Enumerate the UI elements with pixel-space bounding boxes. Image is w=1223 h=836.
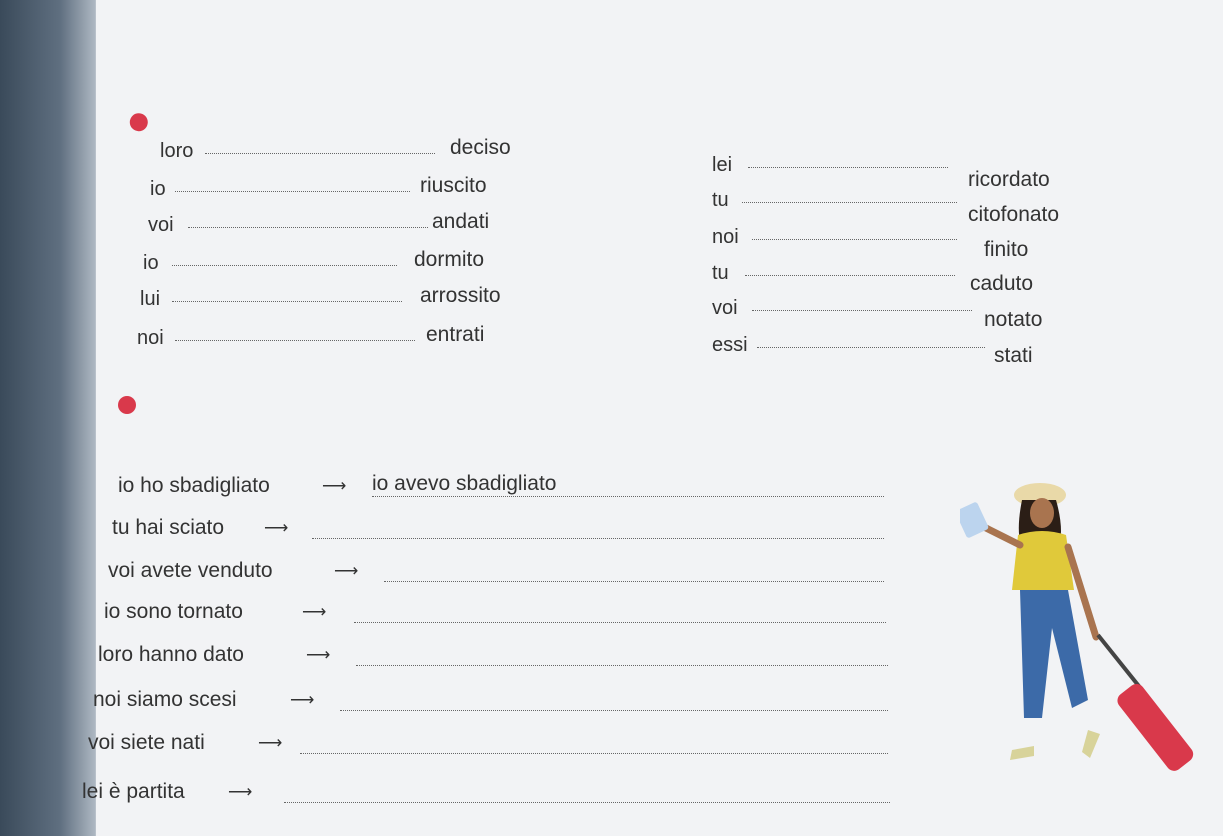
ex2-source-verb: noi siamo scesi (93, 688, 237, 711)
ex2-answer-field[interactable] (300, 729, 888, 754)
ex1-right-item-verb: finito (984, 238, 1029, 261)
ex1-right-item-verb: ricordato (968, 168, 1050, 191)
ex2-source-verb: voi avete venduto (108, 559, 273, 582)
ex1-left-item-verb: riuscito (420, 174, 487, 197)
ex1-left-item-verb: dormito (414, 248, 485, 271)
ex1-left-item-blank-line[interactable] (188, 227, 428, 228)
ex1-right-item-blank-line[interactable] (748, 167, 948, 168)
ex1-right-item-blank-line[interactable] (752, 239, 957, 240)
ex2-answer-field[interactable] (340, 686, 888, 711)
ex2-source-verb: tu hai sciato (112, 516, 225, 539)
ex1-right-item-blank-line[interactable] (757, 347, 985, 348)
ex1-left-item-blank-line[interactable] (172, 301, 402, 302)
ex1-right-item-subject: tu (712, 189, 729, 211)
ex1-left-item-subject: io (150, 178, 166, 200)
ex1-left-item-subject: voi (148, 214, 174, 236)
ex2-answer-field[interactable] (354, 598, 886, 623)
ex1-right-item-verb: caduto (970, 272, 1034, 295)
ex2-source-verb: loro hanno dato (98, 643, 244, 666)
exercise-1-instruction (129, 113, 154, 139)
ex1-right-item-subject: essi (712, 334, 748, 356)
ex1-left-item-subject: io (143, 252, 159, 274)
ex1-right-item-verb: citofonato (968, 203, 1060, 226)
ex2-source-verb: io ho sbadigliato (118, 474, 270, 497)
ex1-right-item-subject: voi (712, 297, 738, 319)
arrow-right-icon: ⟶ (334, 561, 359, 580)
ex1-left-item-verb: entrati (426, 323, 485, 346)
ex1-right-item-verb: stati (994, 344, 1033, 367)
ex1-left-item-verb: andati (432, 210, 490, 233)
ex1-right-item-subject: tu (712, 262, 729, 284)
ex2-source-verb: lei è partita (82, 780, 185, 803)
ex1-right-item-blank-line[interactable] (752, 310, 972, 311)
ex2-answer-field[interactable] (284, 778, 890, 803)
ex1-left-item-blank-line[interactable] (175, 340, 415, 341)
ex1-left-item-blank-line[interactable] (172, 265, 397, 266)
arrow-right-icon: ⟶ (302, 602, 327, 621)
exercise-1-number (130, 113, 148, 131)
ex1-left-item-blank-line[interactable] (205, 153, 435, 154)
ex1-left-item-blank-line[interactable] (175, 191, 410, 192)
ex1-right-item-subject: lei (712, 154, 733, 176)
arrow-right-icon: ⟶ (228, 782, 253, 801)
ex1-right-item-subject: noi (712, 226, 739, 248)
ex1-left-item-subject: loro (160, 140, 194, 162)
ex1-right-item-blank-line[interactable] (742, 202, 957, 203)
ex1-left-item-subject: lui (140, 288, 161, 310)
ex1-right-item-blank-line[interactable] (745, 275, 955, 276)
arrow-right-icon: ⟶ (258, 733, 283, 752)
ex1-right-item-verb: notato (984, 308, 1043, 331)
exercise-2-instruction (118, 396, 142, 421)
traveler-with-suitcase-illustration (960, 475, 1220, 775)
ex2-answer-field[interactable] (312, 514, 884, 539)
ex1-left-item-verb: arrossito (420, 284, 501, 307)
ex1-left-item-subject: noi (137, 327, 164, 349)
ex2-answer-field[interactable] (384, 557, 884, 582)
arrow-right-icon: ⟶ (290, 690, 315, 709)
ex2-answer-field[interactable] (356, 641, 888, 666)
arrow-right-icon: ⟶ (322, 476, 347, 495)
ex1-left-item-verb: deciso (450, 136, 511, 159)
exercise-2-number (118, 396, 136, 414)
arrow-right-icon: ⟶ (306, 645, 331, 664)
arrow-right-icon: ⟶ (264, 518, 289, 537)
ex2-source-verb: voi siete nati (88, 731, 205, 754)
ex2-source-verb: io sono tornato (104, 600, 243, 623)
ex2-answer-field[interactable]: io avevo sbadigliato (372, 472, 884, 497)
